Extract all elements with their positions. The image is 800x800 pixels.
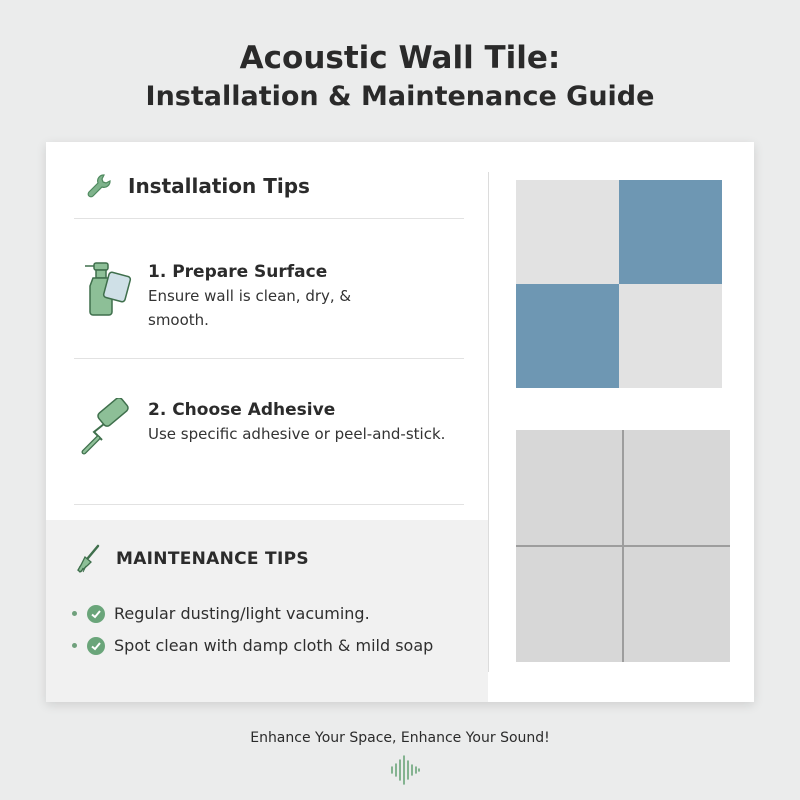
- maintenance-heading: MAINTENANCE TIPS: [116, 549, 309, 569]
- maintenance-item: [72, 636, 433, 655]
- step-prepare-surface: [76, 260, 351, 332]
- tile-pattern-grey: [516, 430, 730, 662]
- step-1-desc-line-1: Ensure wall is clean, dry, &: [148, 287, 352, 305]
- footer-tagline: Enhance Your Space, Enhance Your Sound!: [250, 730, 550, 746]
- maintenance-item-text: Spot clean with damp cloth & mild soap: [114, 636, 434, 655]
- tips-column: [46, 142, 488, 702]
- step-choose-adhesive: [76, 398, 445, 458]
- installation-heading: Installation Tips: [128, 174, 310, 198]
- tile-pattern-checker: [516, 180, 722, 388]
- wrench-icon: [84, 171, 114, 201]
- guide-card: [46, 142, 754, 702]
- divider: [74, 504, 464, 505]
- tile-grey: [624, 547, 730, 662]
- step-2-title: 2. Choose Adhesive: [148, 400, 336, 420]
- step-2-desc: Use specific adhesive or peel-and-stick.: [148, 425, 446, 443]
- tile-blue: [619, 180, 722, 284]
- tile-light: [619, 284, 722, 388]
- sound-wave-icon: [389, 754, 421, 786]
- tile-light: [516, 180, 619, 284]
- page-title: [0, 38, 800, 116]
- bullet-dot: [72, 611, 77, 616]
- bullet-dot: [72, 643, 77, 648]
- title-line-2: Installation & Maintenance Guide: [145, 81, 655, 112]
- check-circle-icon: [87, 637, 105, 655]
- column-divider: [488, 172, 489, 672]
- title-line-1: Acoustic Wall Tile:: [239, 40, 561, 76]
- tile-seam: [516, 545, 730, 547]
- maintenance-section: [46, 520, 488, 702]
- roller-icon: [76, 398, 136, 458]
- maintenance-header: [76, 544, 309, 574]
- brush-icon: [76, 544, 102, 574]
- maintenance-item: [72, 604, 370, 623]
- step-1-title: 1. Prepare Surface: [148, 262, 328, 282]
- tile-grey: [624, 430, 730, 545]
- maintenance-item-text: Regular dusting/light vacuming.: [114, 604, 370, 623]
- divider: [74, 358, 464, 359]
- spray-bottle-icon: [76, 260, 136, 320]
- tile-grey: [516, 547, 622, 662]
- check-circle-icon: [87, 605, 105, 623]
- tile-blue: [516, 284, 619, 388]
- step-1-desc-line-2: smooth.: [148, 311, 209, 329]
- installation-header: [84, 170, 310, 202]
- divider: [74, 218, 464, 219]
- tile-grey: [516, 430, 622, 545]
